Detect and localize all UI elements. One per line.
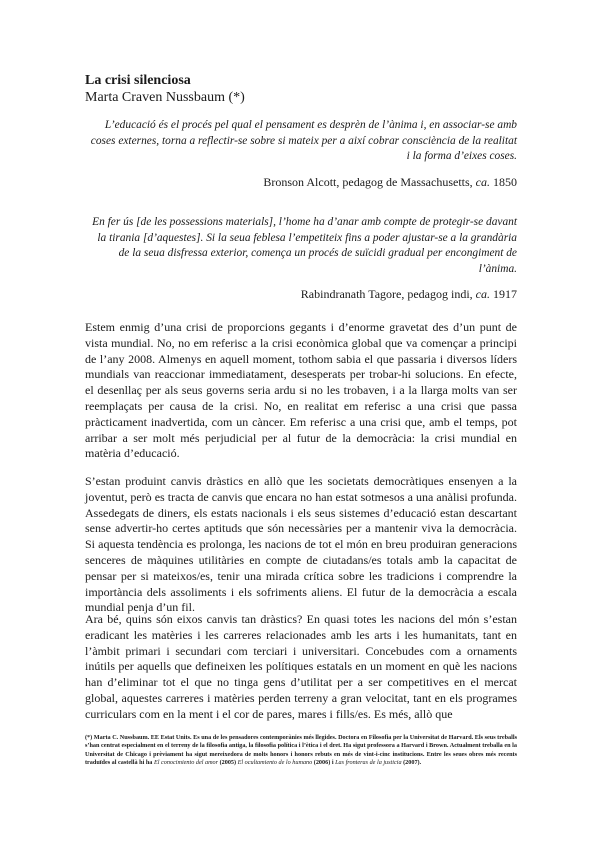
attribution-name: Rabindranath Tagore, pedagog indi,: [300, 287, 476, 302]
epigraph-quote: En fer ús [de les possessions materials], l’home ha d’anar amb compte de protegir-se davant la tirania [d’aquestes]. Si la seua feblesa l’empetiteix fins a poder ajustar-se a la grandària de la seua disfressa exterior, comença un procés de suïcidi gradual per encongiment de l’ànima.: [92, 216, 517, 275]
footnote-main: (*) Marta C. Nussbaum. EE Estat Units. Es una de les pensadores contemporànies més llegides. Doctora en Filosofia per la Universitat de Harvard. Els seus treballs s’han centrat especialment en el terreny de la filosofia antiga, la filosofia política i l’ètica i el dret. Ha sigut professora a Harvard i Brown. Actualment treballa en la Universitat de Chicago i prèviament ha sigut mereixedora de molts honors i honors rebuts en més de vint-i-cinc institucions. Entre les seues obres més recents traduïdes al castellà hi ha: [85, 734, 517, 766]
article-author: Marta Craven Nussbaum (*): [85, 90, 245, 105]
attribution-year: 1917: [490, 287, 517, 302]
footnote-book-1: El conocimiento del amor: [153, 758, 219, 766]
body-paragraph: Estem enmig d’una crisi de proporcions gegants i d’enorme gravetat des d’un punt de vista mundial. No, no em referisc a la crisi econòmica global que va començar a principi de l’any 2008. Almenys en aquell moment, tothom sabia el que passaria i diversos líders mundials van reaccionar immediatament, desesperats per trobar-hi solucions. En efecte, el desenllaç per als seus governs seria ardu si no les trobaven, i a la llarga molts van ser reemplaçats per causa de la crisi. No, en realitat em referisc a una crisi que passa pràcticament inadvertida, com un càncer. Em referisc a una crisi que, amb el temps, pot arribar a ser molt més perjudicial per al futur de la democràcia: la crisi mundial en matèria d’educació.: [85, 320, 517, 461]
body-paragraph: S’estan produint canvis dràstics en allò que les societats democràtiques ensenyen a la joventut, però es tracta de canvis que encara no han estat sotmesos a una anàlisi profunda. Assedegats de diners, els estats nacionals i els seus sistemes d’educació estan descartant sense advertir-ho certes aptituds que són necessàries per a mantenir viva la democràcia. Si aquesta tendència es prolonga, les nacions de tot el món en breu produiran generacions senceres de màquines utilitàries en compte de ciutadans/es totals amb la capacitat de pensar per si mateixos/es, tenir una mirada crítica sobre les tradicions i comprendre la importància dels assoliments i els sofriments aliens. El futur de la democràcia a escala mundial penja d’un fil.: [85, 474, 517, 615]
footnote-book-3: Las fronteras de la justicia: [335, 758, 402, 766]
epigraph-tagore: [85, 215, 517, 303]
footnote-year-1: (2005): [218, 758, 237, 766]
article-title: La crisi silenciosa: [85, 73, 191, 88]
epigraph-alcott: [85, 118, 517, 190]
footnote-year-3: (2007).: [401, 758, 422, 766]
footnote-book-2: El ocultamiento de lo humano: [236, 758, 313, 766]
attribution-name: Bronson Alcott, pedagog de Massachusetts,: [263, 174, 476, 189]
attribution-circa: ca.: [475, 174, 490, 189]
body-paragraph: Ara bé, quins són eixos canvis tan dràstics? En quasi totes les nacions del món s’estan eradicant les matèries i les carreres relacionades amb les arts i les humanitats, tant en l’àmbit primari i secundari com terciari i universitari. Concebudes com a ornaments inútils per aquells que defineixen les polítiques estatals en un moment en què les nacions han d’eliminar tot el que no tinga gens d’utilitat per a ser competitives en el mercat global, aquestes carreres i matèries perden terreny a gran velocitat, tant en els programes curriculars com en la ment i el cor de pares, mares i fills/es. Es més, allò que: [85, 612, 517, 721]
author-footnote: [85, 734, 517, 767]
epigraph-attribution: [85, 175, 517, 191]
epigraph-attribution: [85, 287, 517, 303]
epigraph-quote: L’educació és el procés pel qual el pensament es desprèn de l’ànima i, en associar-se amb coses externes, torna a reflectir-se sobre si mateix per a així cobrar consciència de la realitat i la forma d’eixes coses.: [90, 119, 517, 163]
attribution-year: 1850: [490, 174, 517, 189]
footnote-year-2: (2006) i: [312, 758, 336, 766]
attribution-circa: ca.: [475, 287, 490, 302]
